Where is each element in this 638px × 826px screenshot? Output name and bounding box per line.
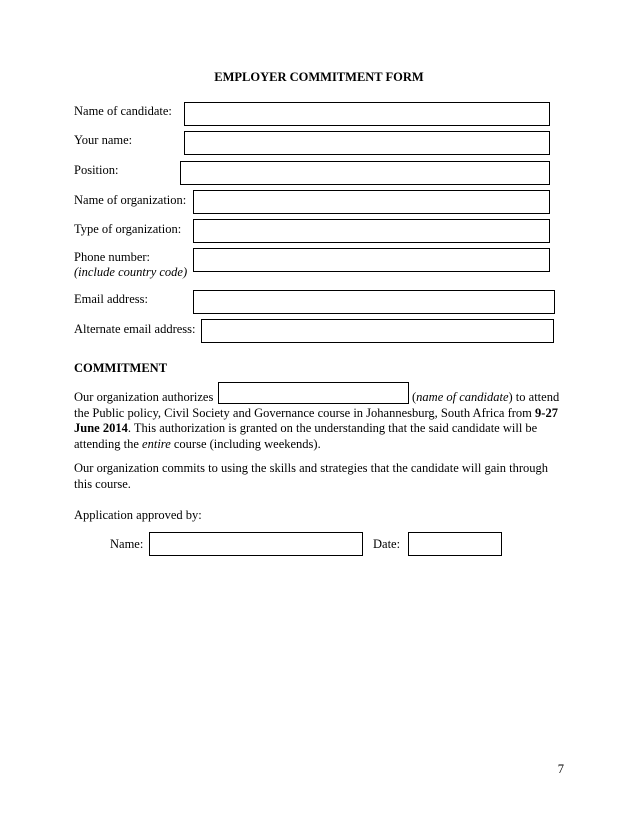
commitment-paragraph: Our organization commits to using the skills and strategies that the candidate will gain through this course. — [74, 461, 548, 491]
position-field[interactable] — [180, 161, 550, 185]
page-number: 7 — [557, 762, 564, 776]
alt-email-label: Alternate email address: — [74, 322, 196, 336]
authorization-text-b: . This authorization is granted on the understanding that the said candidate will be attending the — [74, 421, 538, 451]
approval-date-label: Date: — [373, 537, 401, 551]
candidate-hint-wrap: (name of candidate) to attend — [412, 390, 560, 404]
authorization-text-a: the Public policy, Civil Society and Governance course in Johannesburg, South Africa from — [74, 405, 536, 420]
commitment-heading: COMMITMENT — [74, 361, 168, 375]
org-type-label: Type of organization: — [74, 222, 182, 236]
alt-email-field[interactable] — [201, 319, 554, 343]
authorization-paragraph — [74, 390, 566, 452]
phone-label-text: Phone number: — [74, 250, 151, 264]
authorizes-suffix: ) to attend — [508, 390, 560, 404]
authorization-body — [74, 406, 566, 453]
phone-field[interactable] — [193, 248, 550, 272]
org-type-field[interactable] — [193, 219, 550, 243]
approval-date-field[interactable] — [408, 532, 502, 556]
candidate-hint: name of candidate — [416, 390, 509, 404]
your-name-label: Your name: — [74, 133, 133, 147]
org-name-field[interactable] — [193, 190, 550, 214]
approver-name-label: Name: — [110, 537, 144, 551]
approver-name-field[interactable] — [149, 532, 363, 556]
phone-label — [74, 250, 187, 280]
entire-emphasis: entire — [142, 436, 171, 451]
candidate-name-label: Name of candidate: — [74, 104, 172, 118]
authorizes-prefix: Our organization authorizes — [74, 390, 214, 404]
org-name-label: Name of organization: — [74, 193, 187, 207]
email-field[interactable] — [193, 290, 555, 314]
position-label: Position: — [74, 163, 119, 177]
your-name-field[interactable] — [184, 131, 550, 155]
approved-by-label: Application approved by: — [74, 508, 202, 522]
phone-hint: (include country code) — [74, 265, 188, 279]
form-title: EMPLOYER COMMITMENT FORM — [214, 70, 424, 84]
course-dates: 9-27 June 2014 — [74, 405, 558, 435]
email-label: Email address: — [74, 292, 148, 306]
authorization-text-c: course (including weekends). — [170, 436, 321, 451]
authorized-candidate-field[interactable] — [218, 382, 409, 404]
candidate-name-field[interactable] — [184, 102, 550, 126]
